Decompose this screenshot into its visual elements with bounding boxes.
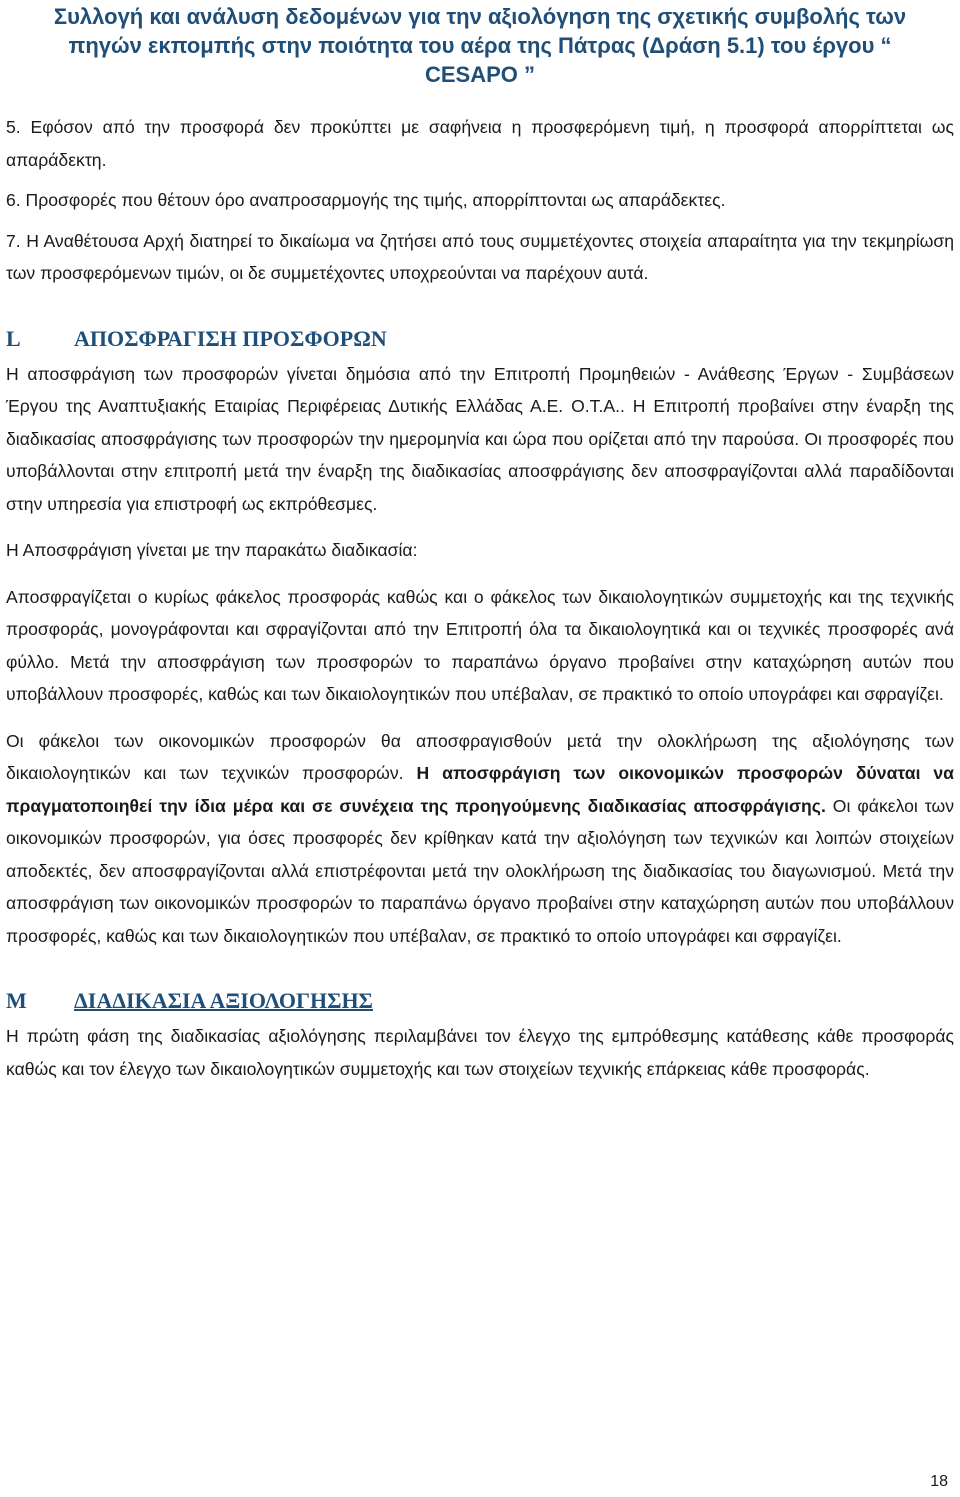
running-header <box>0 2 960 89</box>
section-heading-l <box>6 324 954 354</box>
header-line-2: πηγών εκπομπής στην ποιότητα του αέρα της Πάτρας (Δράση 5.1) του έργου “ <box>68 33 892 58</box>
section-letter: M <box>6 988 27 1013</box>
bold-text: Η αποσφράγιση των οικονομικών προσφορών δύναται να πραγματοποιηθεί την ίδια μέρα και σε συνέχεια της προηγούμενης διαδικασίας αποσφράγισης. <box>6 763 954 816</box>
list-item-6: 6. Προσφορές που θέτουν όρο αναπροσαρμογής της τιμής, απορρίπτονται ως απαράδεκτες. <box>6 190 726 210</box>
paragraph: Αποσφραγίζεται ο κυρίως φάκελος προσφοράς καθώς και ο φάκελος των δικαιολογητικών συμμετοχής και της τεχνικής προσφοράς, μονογράφονται και σφραγίζονται από την Επιτροπή όλα τα δικαιολογητικά και οι τεχνικές προσφορές ανά φύλλο. Μετά την αποσφράγιση των προσφορών το παραπάνω όργανο προβαίνει στην καταχώρηση αυτών που υποβάλλουν προσφορές, καθώς και των δικαιολογητικών που υπέβαλαν, σε πρακτικό το οποίο υπογράφει και σφραγίζει. <box>6 586 954 704</box>
header-line-1: Συλλογή και ανάλυση δεδομένων για την αξιολόγηση της σχετικής συμβολής των <box>53 4 907 29</box>
header-line-3: CESAPO ” <box>424 62 536 87</box>
list-item-5: 5. Εφόσον από την προσφορά δεν προκύπτει με σαφήνεια η προσφερόμενη τιμή, η προσφορά απορρίπτεται ως απαράδεκτη. <box>6 117 954 170</box>
section-letter: L <box>6 325 21 351</box>
paragraph: Η αποσφράγιση των προσφορών γίνεται δημόσια από την Επιτροπή Προμηθειών - Ανάθεσης Έργων - Συμβάσεων Έργου της Αναπτυξιακής Εταιρίας Περιφέρειας Δυτικής Ελλάδας Α.Ε. Ο.Τ.Α.. Η Επιτροπή προβαίνει στην έναρξη της διαδικασίας αποσφράγισης των προσφορών την ημερομηνία και ώρα που ορίζεται από την παρούσα. Οι προσφορές που υποβάλλονται στην επιτροπή μετά την έναρξη της διαδικασίας αποσφράγισης δεν αποσφραγίζονται αλλά παραδίδονται στην υπηρεσία για επιστροφή ως εκπρόθεσμες. <box>6 363 954 514</box>
main-content <box>6 111 954 1085</box>
section-heading-m <box>6 986 954 1016</box>
paragraph: Η Αποσφράγιση γίνεται με την παρακάτω διαδικασία: <box>6 540 418 560</box>
section-title: ΑΠΟΣΦΡΑΓΙΣΗ ΠΡΟΣΦΟΡΩΝ <box>74 325 387 351</box>
section-title: ΔΙΑΔΙΚΑΣΙΑ ΑΞΙΟΛΟΓΗΣΗΣ <box>74 988 373 1013</box>
paragraph: Η πρώτη φάση της διαδικασίας αξιολόγησης περιλαμβάνει τον έλεγχο της εμπρόθεσμης κατάθεσης κάθε προσφοράς καθώς και τον έλεγχο των δικαιολογητικών συμμετοχής και των στοιχείων τεχνικής επάρκειας κάθε προσφοράς. <box>6 1026 954 1079</box>
paragraph <box>6 725 954 953</box>
list-item-7: 7. Η Αναθέτουσα Αρχή διατηρεί το δικαίωμα να ζητήσει από τους συμμετέχοντες στοιχεία απαραίτητα για την τεκμηρίωση των προσφερόμενων τιμών, οι δε συμμετέχοντες υποχρεούνται να παρέχουν αυτά. <box>6 230 954 283</box>
paragraph-text: Οι φάκελοι των οικονομικών προσφορών, για όσες προσφορές δεν κρίθηκαν κατά την αξιολόγηση των τεχνικών και λοιπών στοιχείων αποδεκτές, δεν αποσφραγίζονται αλλά επιστρέφονται μετά την ολοκλήρωση της διαδικασίας του διαγωνισμού. Μετά την αποσφράγιση των οικονομικών προσφορών το παραπάνω όργανο προβαίνει στην καταχώρηση αυτών που υποβάλλουν προσφορές, καθώς και των δικαιολογητικών που υπέβαλαν, σε πρακτικό το οποίο υπογράφει και σφραγίζει. <box>6 795 955 946</box>
page-number: 18 <box>930 1473 948 1490</box>
paragraph-text: Οι φάκελοι των οικονομικών προσφορών θα αποσφραγισθούν μετά την ολοκλήρωση της αξιολόγησης των δικαιολογητικών και των τεχνικών προσφορών. <box>6 730 954 783</box>
